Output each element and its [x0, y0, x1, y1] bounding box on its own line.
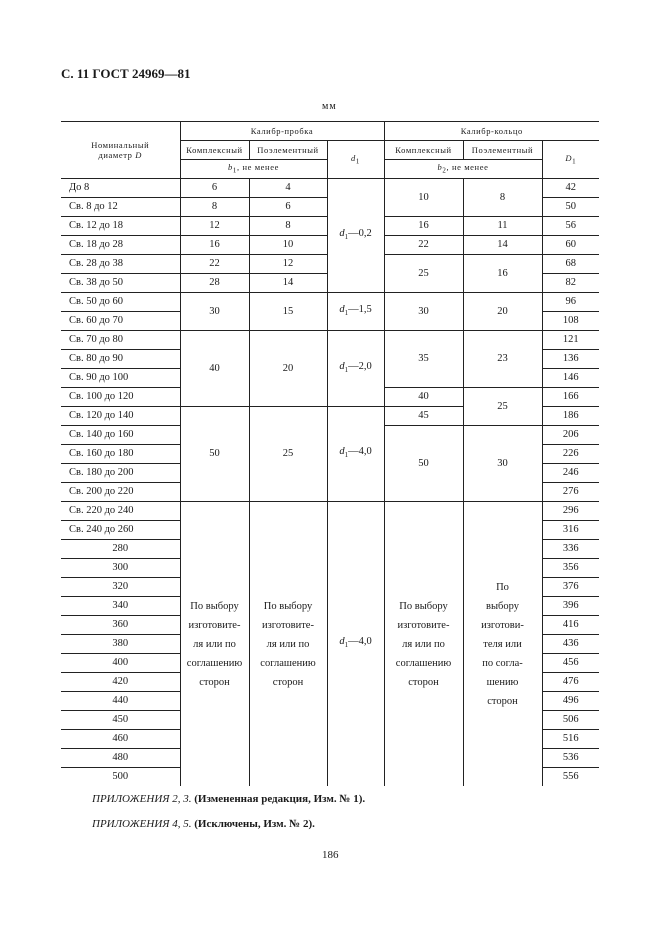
- cell-ring-element: 11: [463, 217, 542, 236]
- header-plug-complex: Комплексный: [180, 141, 249, 160]
- cell-D1: 556: [542, 768, 599, 787]
- cell-d1: $d_1—0,2$: [327, 179, 384, 293]
- row-nominal-diameter: 500: [61, 768, 180, 787]
- cell-ring-element: 20: [463, 293, 542, 331]
- dimensions-table-body: [61, 178, 599, 786]
- cell-D1: 496: [542, 692, 599, 711]
- cell-ring-complex: 40: [384, 388, 463, 407]
- row-nominal-diameter: 460: [61, 730, 180, 749]
- row-nominal-diameter: Св. 220 до 240: [61, 502, 180, 521]
- cell-ring-complex: 22: [384, 236, 463, 255]
- row-nominal-diameter: Св. 120 до 140: [61, 407, 180, 426]
- row-nominal-diameter: 450: [61, 711, 180, 730]
- cell-D1: 42: [542, 179, 599, 198]
- cell-D1: 108: [542, 312, 599, 331]
- header-d1: $d_1$: [327, 141, 384, 179]
- cell-D1: 376: [542, 578, 599, 597]
- cell-ring-element: По выбору изготови- теля или по согла- шению сторон: [463, 502, 542, 787]
- row-nominal-diameter: 480: [61, 749, 180, 768]
- footnote-1: ПРИЛОЖЕНИЯ 2, 3. (Измененная редакция, Изм. № 1).: [92, 793, 366, 805]
- cell-plug-element: 8: [249, 217, 327, 236]
- cell-D1: 186: [542, 407, 599, 426]
- row-nominal-diameter: Св. 160 до 180: [61, 445, 180, 464]
- page-header: С. 11 ГОСТ 24969—81: [61, 66, 191, 81]
- cell-ring-complex: 50: [384, 426, 463, 502]
- cell-D1: 316: [542, 521, 599, 540]
- dimensions-table: [61, 121, 599, 183]
- row-nominal-diameter: 420: [61, 673, 180, 692]
- cell-D1: 356: [542, 559, 599, 578]
- header-ring-element: Поэлементный: [463, 141, 542, 160]
- row-nominal-diameter: Св. 90 до 100: [61, 369, 180, 388]
- cell-ring-element: 30: [463, 426, 542, 502]
- cell-D1: 136: [542, 350, 599, 369]
- cell-D1: 336: [542, 540, 599, 559]
- cell-plug-element: 10: [249, 236, 327, 255]
- cell-d1: $d_1—1,5$: [327, 293, 384, 331]
- cell-D1: 476: [542, 673, 599, 692]
- cell-D1: 82: [542, 274, 599, 293]
- cell-d1: $d_1—4,0$: [327, 407, 384, 502]
- row-nominal-diameter: Св. 200 до 220: [61, 483, 180, 502]
- cell-ring-complex: 35: [384, 331, 463, 388]
- row-nominal-diameter: Св. 60 до 70: [61, 312, 180, 331]
- cell-D1: 146: [542, 369, 599, 388]
- row-nominal-diameter: Св. 100 до 120: [61, 388, 180, 407]
- cell-D1: 206: [542, 426, 599, 445]
- cell-plug-element: 12: [249, 255, 327, 274]
- cell-plug-element: 15: [249, 293, 327, 331]
- cell-D1: 96: [542, 293, 599, 312]
- cell-plug-complex: 28: [180, 274, 249, 293]
- cell-ring-complex: 16: [384, 217, 463, 236]
- row-nominal-diameter: 280: [61, 540, 180, 559]
- cell-plug-element: По выбору изготовите- ля или по соглашению сторон: [249, 502, 327, 787]
- cell-D1: 68: [542, 255, 599, 274]
- header-b2: $b_2$, не менее: [384, 160, 542, 179]
- cell-ring-element: 23: [463, 331, 542, 388]
- cell-D1: 456: [542, 654, 599, 673]
- header-plug: Калибр-пробка: [180, 122, 384, 141]
- row-nominal-diameter: Св. 50 до 60: [61, 293, 180, 312]
- cell-plug-element: 14: [249, 274, 327, 293]
- cell-D1: 416: [542, 616, 599, 635]
- row-nominal-diameter: Св. 18 до 28: [61, 236, 180, 255]
- cell-plug-complex: 8: [180, 198, 249, 217]
- cell-plug-complex: 16: [180, 236, 249, 255]
- cell-plug-complex: 22: [180, 255, 249, 274]
- cell-D1: 276: [542, 483, 599, 502]
- header-plug-element: Поэлементный: [249, 141, 327, 160]
- cell-plug-element: 20: [249, 331, 327, 407]
- cell-ring-element: 14: [463, 236, 542, 255]
- cell-plug-complex: 30: [180, 293, 249, 331]
- page-number: 186: [322, 849, 339, 861]
- cell-D1: 506: [542, 711, 599, 730]
- cell-D1: 246: [542, 464, 599, 483]
- cell-plug-complex: 40: [180, 331, 249, 407]
- row-nominal-diameter: До 8: [61, 179, 180, 198]
- header-nominal: Номинальный диаметр D: [61, 122, 180, 179]
- cell-D1: 296: [542, 502, 599, 521]
- row-nominal-diameter: 400: [61, 654, 180, 673]
- cell-ring-complex: 30: [384, 293, 463, 331]
- row-nominal-diameter: Св. 28 до 38: [61, 255, 180, 274]
- cell-ring-complex: 10: [384, 179, 463, 217]
- cell-ring-element: 16: [463, 255, 542, 293]
- cell-D1: 121: [542, 331, 599, 350]
- cell-ring-complex: По выбору изготовите- ля или по соглашению сторон: [384, 502, 463, 787]
- row-nominal-diameter: Св. 80 до 90: [61, 350, 180, 369]
- row-nominal-diameter: Св. 180 до 200: [61, 464, 180, 483]
- row-nominal-diameter: 320: [61, 578, 180, 597]
- cell-D1: 396: [542, 597, 599, 616]
- cell-plug-complex: 12: [180, 217, 249, 236]
- row-nominal-diameter: 340: [61, 597, 180, 616]
- header-ring: Калибр-кольцо: [384, 122, 599, 141]
- cell-plug-element: 4: [249, 179, 327, 198]
- row-nominal-diameter: 440: [61, 692, 180, 711]
- cell-d1: $d_1—2,0$: [327, 331, 384, 407]
- cell-plug-element: 6: [249, 198, 327, 217]
- cell-D1: 60: [542, 236, 599, 255]
- cell-plug-element: 25: [249, 407, 327, 502]
- cell-ring-element: 25: [463, 388, 542, 426]
- row-nominal-diameter: Св. 38 до 50: [61, 274, 180, 293]
- row-nominal-diameter: Св. 70 до 80: [61, 331, 180, 350]
- row-nominal-diameter: 360: [61, 616, 180, 635]
- cell-plug-complex: 50: [180, 407, 249, 502]
- cell-D1: 516: [542, 730, 599, 749]
- header-ring-complex: Комплексный: [384, 141, 463, 160]
- cell-ring-element: 8: [463, 179, 542, 217]
- row-nominal-diameter: 380: [61, 635, 180, 654]
- cell-d1: $d_1—4,0$: [327, 502, 384, 787]
- row-nominal-diameter: Св. 8 до 12: [61, 198, 180, 217]
- row-nominal-diameter: Св. 240 до 260: [61, 521, 180, 540]
- cell-D1: 56: [542, 217, 599, 236]
- cell-D1: 166: [542, 388, 599, 407]
- header-b1: $b_1$, не менее: [180, 160, 327, 179]
- unit-label: мм: [322, 101, 337, 112]
- cell-plug-complex: По выбору изготовите- ля или по соглашению сторон: [180, 502, 249, 787]
- footnote-2: ПРИЛОЖЕНИЯ 4, 5. (Исключены, Изм. № 2).: [92, 818, 315, 830]
- header-D1: $D_1$: [542, 141, 599, 179]
- cell-ring-complex: 25: [384, 255, 463, 293]
- row-nominal-diameter: Св. 140 до 160: [61, 426, 180, 445]
- cell-D1: 226: [542, 445, 599, 464]
- row-nominal-diameter: Св. 12 до 18: [61, 217, 180, 236]
- cell-D1: 536: [542, 749, 599, 768]
- cell-plug-complex: 6: [180, 179, 249, 198]
- cell-ring-complex: 45: [384, 407, 463, 426]
- row-nominal-diameter: 300: [61, 559, 180, 578]
- cell-D1: 50: [542, 198, 599, 217]
- cell-D1: 436: [542, 635, 599, 654]
